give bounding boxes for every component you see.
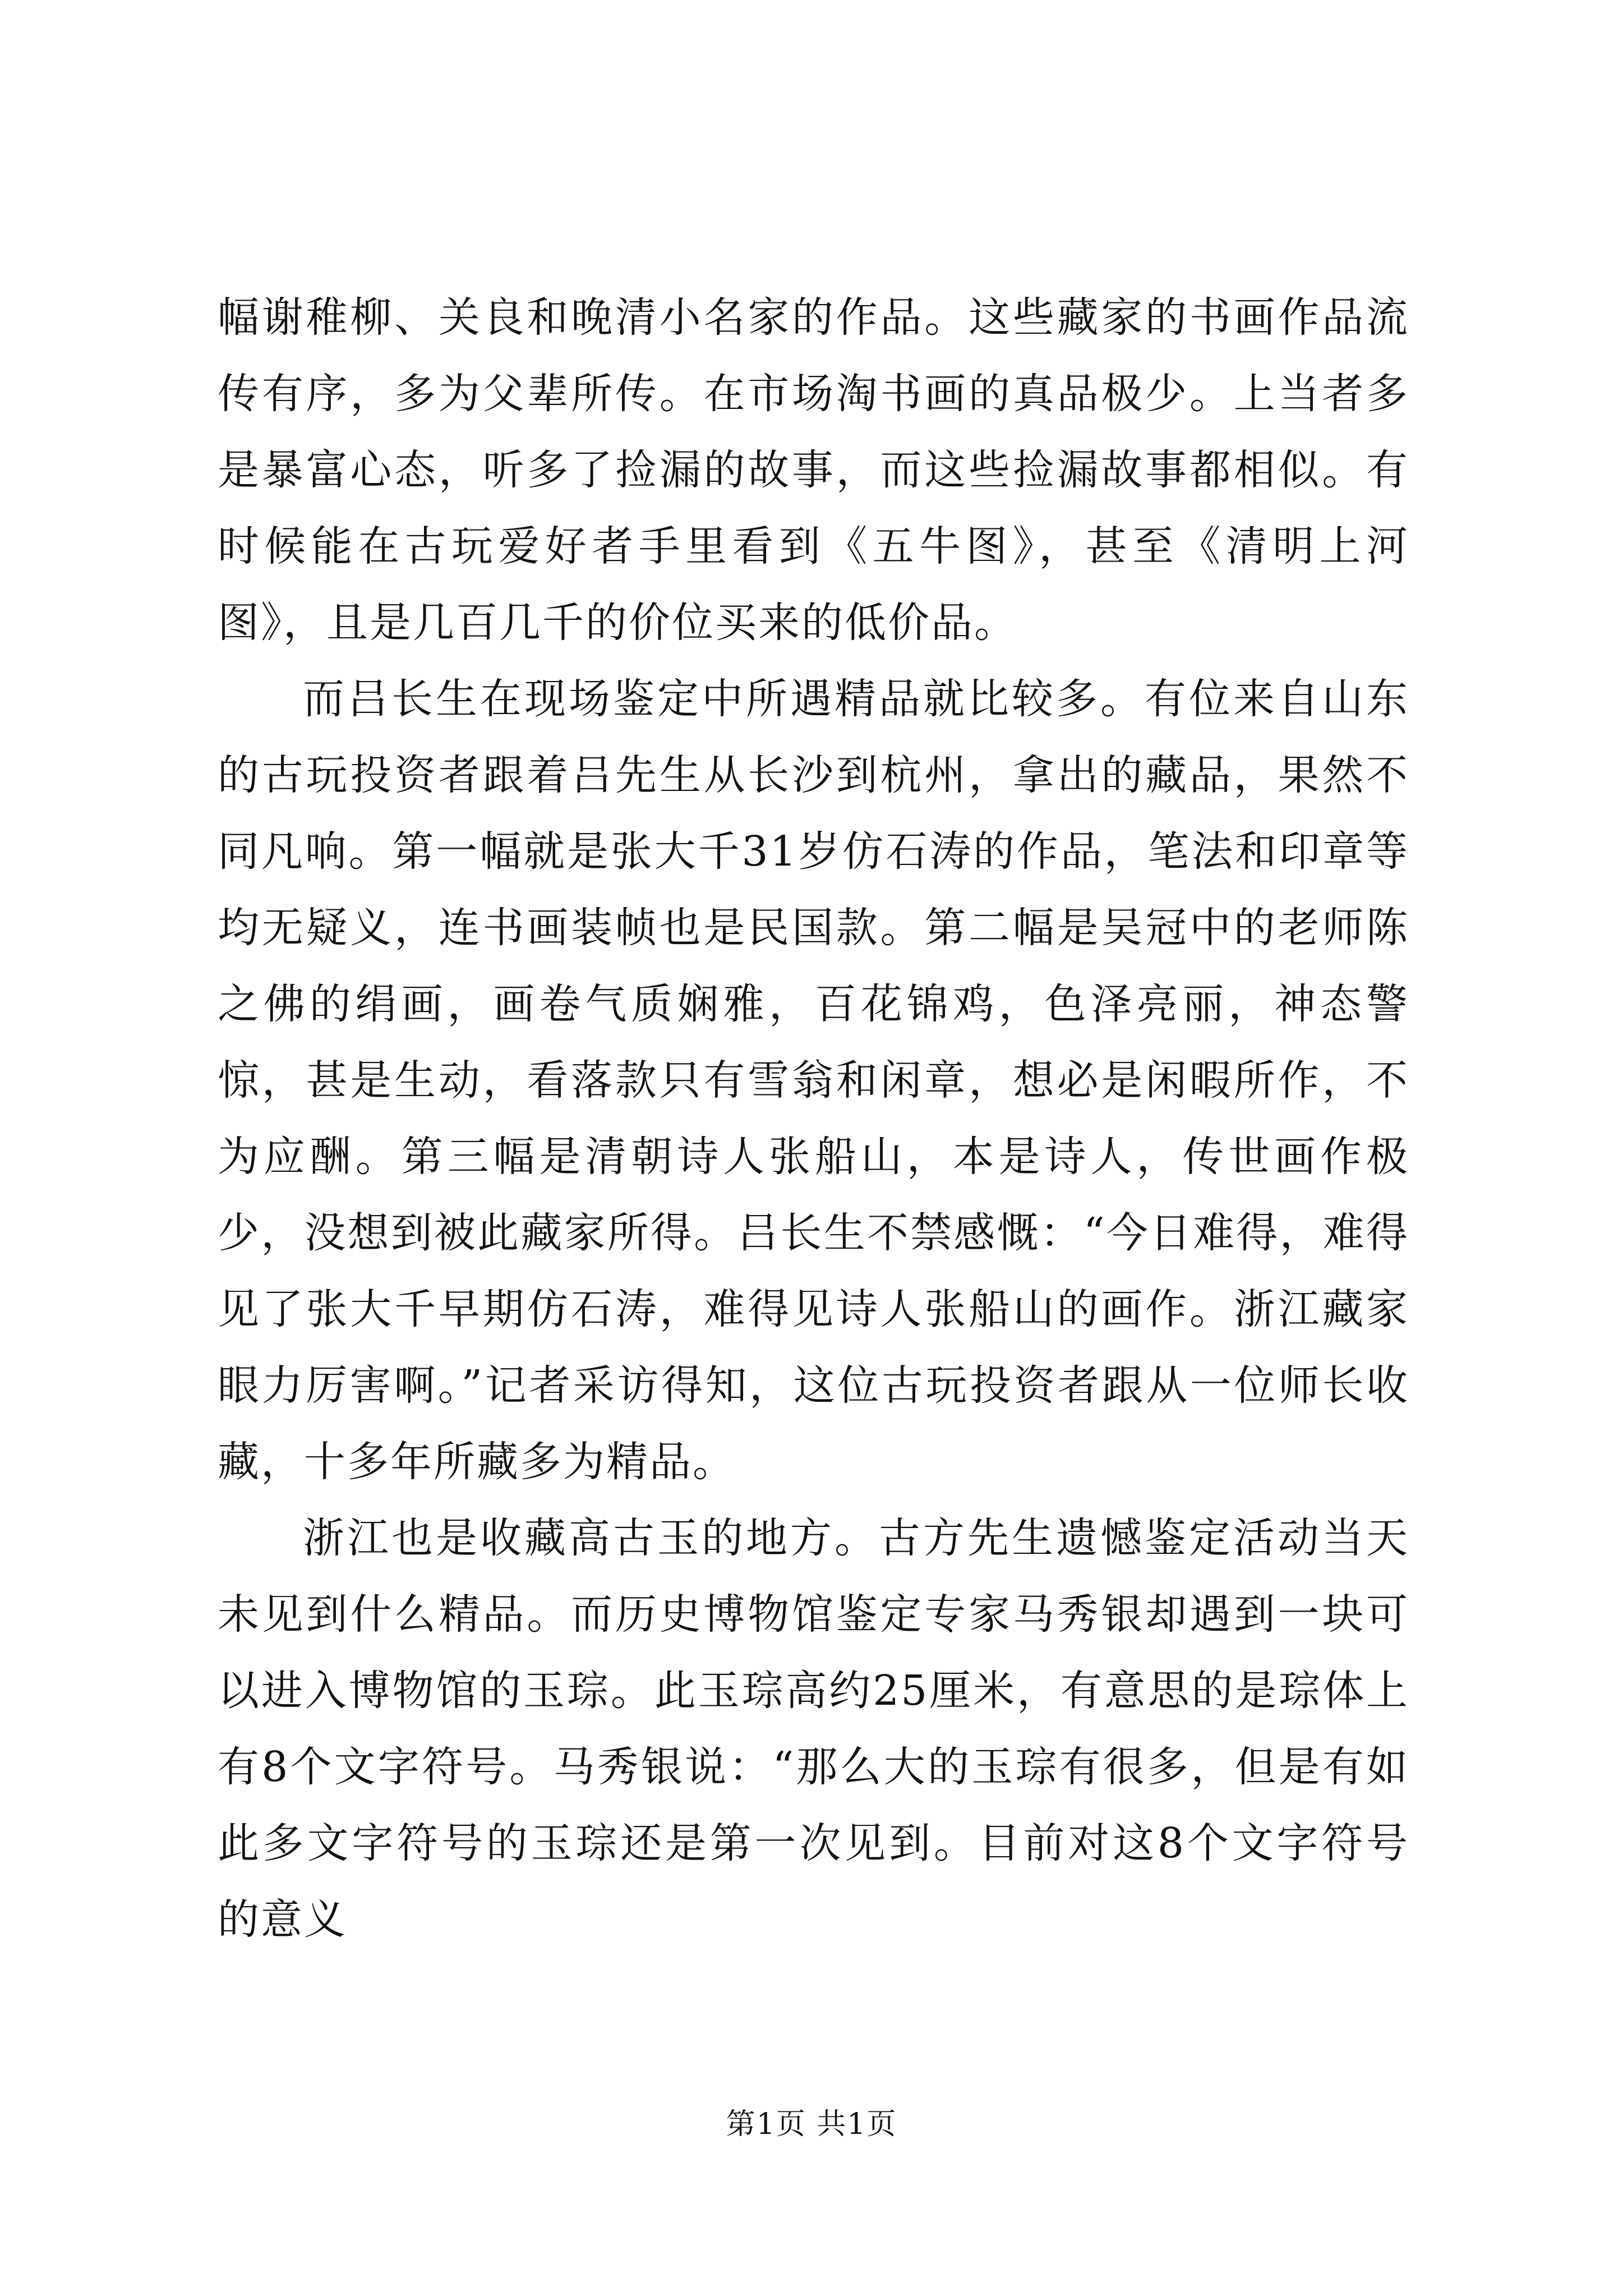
paragraph-3: 浙江也是收藏高古玉的地方。古方先生遗憾鉴定活动当天未见到什么精品。而历史博物馆鉴定专家马秀银却遇到一块可以进入博物馆的玉琮。此玉琮高约25厘米，有意思的是琮体上有8个文字符号。马秀银说：“那么大的玉琮有很多，但是有如此多文字符号的玉琮还是第一次见到。目前对这8个文字符号的意义 — [218, 1514, 1409, 1944]
body-text — [218, 279, 1409, 1958]
paragraph-1: 幅谢稚柳、关良和晚清小名家的作品。这些藏家的书画作品流传有序，多为父辈所传。在市场淘书画的真品极少。上当者多是暴富心态，听多了捡漏的故事，而这些捡漏故事都相似。有时候能在古玩爱好者手里看到《五牛图》，甚至《清明上河图》，且是几百几千的价位买来的低价品。 — [218, 293, 1409, 647]
page-footer: 第1页 共1页 — [726, 2108, 897, 2141]
paragraph-2: 而吕长生在现场鉴定中所遇精品就比较多。有位来自山东的古玩投资者跟着吕先生从长沙到杭州，拿出的藏品，果然不同凡响。第一幅就是张大千31岁仿石涛的作品，笔法和印章等均无疑义，连书画装帧也是民国款。第二幅是吴冠中的老师陈之佛的绢画，画卷气质娴雅，百花锦鸡，色泽亮丽，神态警惊，甚是生动，看落款只有雪翁和闲章，想必是闲暇所作，不为应酬。第三幅是清朝诗人张船山，本是诗人，传世画作极少，没想到被此藏家所得。吕长生不禁感慨：“今日难得，难得见了张大千早期仿石涛，难得见诗人张船山的画作。浙江藏家眼力厉害啊。”记者采访得知，这位古玩投资者跟从一位师长收藏，十多年所藏多为精品。 — [218, 675, 1409, 1486]
